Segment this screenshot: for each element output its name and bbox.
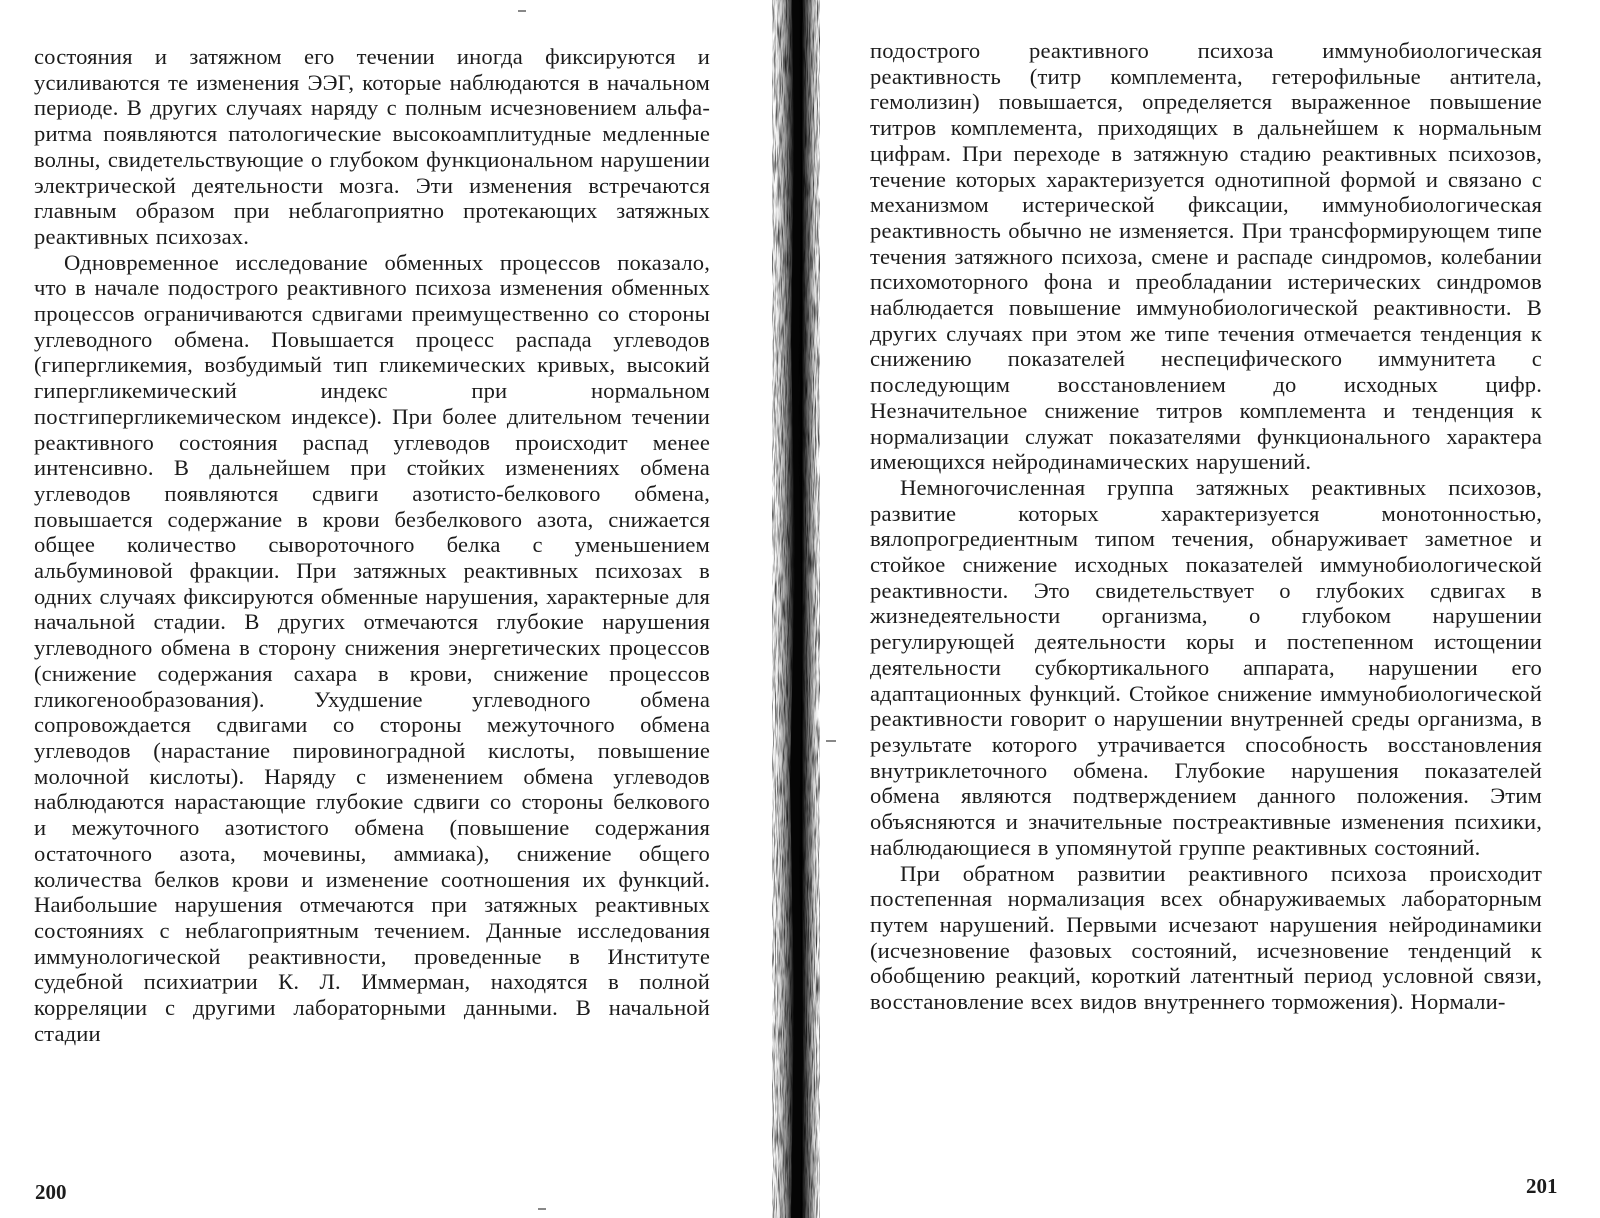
scan-speck: [518, 10, 526, 12]
right-paragraph-2: Немногочисленная группа затяжных реактивных психозов, развитие которых характеризуется монотонностью, вялопрогредиентным типом течения, обнаруживает заметное и стойкое снижение исходных показателей иммунобиологической реактивности. Это свидетельствует о глубоких сдвигах в жизнедеятельности организма, о глубоком нарушении регулирующей деятельности коры и постепенном истощении деятельности субкортикального аппарата, нарушении его адаптационных функций. Стойкое снижение иммунобиологической реактивности говорит о нарушении внутренней среды организма, в результате которого утрачивается способность восстановления внутриклеточного обмена. Глубокие нарушения показателей обмена являются подтверждением данного положения. Этим объясняются и значительные постреактивные изменения психики, наблюдающиеся в упомянутой группе реактивных состояний.: [870, 474, 1542, 860]
book-gutter: [772, 0, 820, 1218]
right-page-text: [870, 38, 1542, 1015]
scan-speck: [538, 1208, 546, 1210]
left-page-number: 200: [35, 1180, 67, 1204]
scan-speck: [826, 740, 836, 742]
left-paragraph-2: Одновременное исследование обменных процессов показало, что в начале подострого реактивного психоза изменения обменных процессов ограничиваются сдвигами преимущественно со стороны углеводного обмена. Повышается процесс распада углеводов (гипергликемия, возбудимый тип гликемических кривых, высокий гипергликемический индекс при нормальном постгипергликемическом индексе). При более длительном течении реактивного состояния распад углеводов происходит менее интенсивно. В дальнейшем при стойких изменениях обмена углеводов появляются сдвиги азотисто-белкового обмена, повышается содержание в крови безбелкового азота, снижается общее количество сывороточного белка с уменьшением альбуминовой фракции. При затяжных реактивных психозах в одних случаях фиксируются обменные нарушения, характерные для начальной стадии. В других отмечаются глубокие нарушения углеводного обмена в сторону снижения энергетических процессов (снижение содержания сахара в крови, снижение процессов гликогенообразования). Ухудшение углеводного обмена сопровождается сдвигами со стороны межуточного обмена углеводов (нарастание пировиноградной кислоты, повышение молочной кислоты). Наряду с изменением обмена углеводов наблюдаются нарастающие глубокие сдвиги со стороны белкового и межуточного азотистого обмена (повышение содержания остаточного азота, мочевины, аммиака), снижение общего количества белков крови и изменение соотношения их функций. Наибольшие нарушения отмечаются при затяжных реактивных состояниях с неблагоприятным течением. Данные исследования иммунологической реактивности, проведенные в Институте судебной психиатрии К. Л. Иммерман, находятся в полной корреляции с другими лабораторными данными. В начальной стадии: [34, 249, 710, 1046]
right-paragraph-1: подострого реактивного психоза иммунобиологическая реактивность (титр комплемента, гетерофильные антитела, гемолизин) повышается, определяется выраженное повышение титров комплемента, приходящих в дальнейшем к нормальным цифрам. При переходе в затяжную стадию реактивных психозов, течение которых характеризуется однотипной формой и связано с механизмом истерической фиксации, иммунобиологическая реактивность обычно не изменяется. При трансформирующем типе течения затяжного психоза, смене и распаде синдромов, колебании психомоторного фона и преобладании истерических синдромов наблюдается повышение иммунобиологической реактивности. В других случаях при этом же типе течения отмечается тенденция к снижению показателей неспецифического иммунитета с последующим восстановлением до исходных цифр. Незначительное снижение титров комплемента и тенденция к нормализации служат показателями функционального характера имеющихся нейродинамических нарушений.: [870, 38, 1542, 475]
right-paragraph-3: При обратном развитии реактивного психоза происходит постепенная нормализация всех обнаруживаемых лабораторным путем нарушений. Первыми исчезают нарушения нейродинамики (исчезновение фазовых состояний, исчезновение тенденций к обобщению реакций, короткий латентный период условной связи, восстановление всех видов внутреннего торможения). Нормали-: [870, 860, 1542, 1015]
right-page-number: 201: [1526, 1174, 1558, 1198]
right-page: [820, 0, 1600, 1218]
left-paragraph-1: состояния и затяжном его течении иногда фиксируются и усиливаются те изменения ЭЭГ, которые наблюдаются в начальном периоде. В других случаях наряду с полным исчезновением альфа-ритма появляются патологические высокоамплитудные медленные волны, свидетельствующие о глубоком функциональном нарушении электрической деятельности мозга. Эти изменения встречаются главным образом при неблагоприятно протекающих затяжных реактивных психозах.: [34, 44, 710, 249]
left-page-text: [34, 44, 710, 1046]
left-page: [0, 0, 770, 1218]
